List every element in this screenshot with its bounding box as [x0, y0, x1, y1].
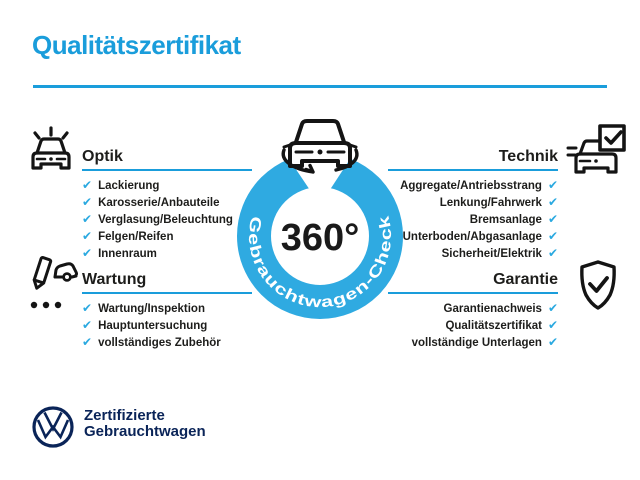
checklist-item	[328, 194, 558, 211]
section-technik	[328, 147, 558, 262]
wartung-checklist	[82, 300, 312, 351]
checklist-item	[82, 177, 312, 194]
section-divider	[388, 169, 558, 171]
item-label: Karosserie/Anbauteile	[98, 197, 220, 209]
check-icon: ✔	[547, 229, 558, 243]
check-icon: ✔	[82, 195, 93, 209]
section-divider	[388, 292, 558, 294]
service-checklist-icon	[22, 256, 78, 312]
checklist-item	[328, 228, 558, 245]
item-label: Sicherheit/Elektrik	[441, 248, 542, 260]
vw-logo	[31, 405, 75, 449]
shining-car-icon	[24, 126, 78, 172]
check-icon: ✔	[82, 246, 93, 260]
item-label: Bremsanlage	[469, 214, 542, 226]
checklist-item	[82, 300, 312, 317]
check-icon: ✔	[82, 318, 93, 332]
item-label: Garantienachweis	[443, 303, 542, 315]
check-icon: ✔	[547, 195, 558, 209]
check-icon: ✔	[547, 212, 558, 226]
check-icon: ✔	[82, 335, 93, 349]
item-label: vollständiges Zubehör	[98, 337, 221, 349]
item-label: Qualitätszertifikat	[445, 320, 542, 332]
section-divider	[82, 292, 252, 294]
item-label: Lackierung	[98, 180, 160, 192]
check-icon: ✔	[547, 318, 558, 332]
brand-text	[84, 408, 206, 440]
garantie-checklist	[328, 300, 558, 351]
section-divider	[82, 169, 252, 171]
section-optik-title: Optik	[82, 148, 123, 165]
section-garantie	[328, 270, 558, 351]
checklist-item	[328, 300, 558, 317]
item-label: Unterboden/Abgasanlage	[402, 231, 542, 243]
item-label: Wartung/Inspektion	[98, 303, 205, 315]
ring-label: Gebrauchtwagen-Check	[244, 215, 396, 312]
item-label: Aggregate/Antriebsstrang	[400, 180, 542, 192]
check-icon: ✔	[82, 178, 93, 192]
check-icon: ✔	[82, 301, 93, 315]
check-icon: ✔	[547, 178, 558, 192]
checklist-item	[82, 245, 312, 262]
checklist-item	[82, 228, 312, 245]
item-label: Felgen/Reifen	[98, 231, 174, 243]
degree-label: 360°	[280, 217, 360, 259]
checklist-item	[328, 245, 558, 262]
checklist-item	[82, 211, 312, 228]
checklist-item	[328, 334, 558, 351]
item-label: Innenraum	[98, 248, 157, 260]
item-label: Lenkung/Fahrwerk	[439, 197, 542, 209]
section-technik-title: Technik	[498, 148, 558, 165]
shield-check-icon	[575, 258, 621, 312]
checklist-item	[328, 317, 558, 334]
checklist-item	[82, 194, 312, 211]
section-wartung-title: Wartung	[82, 271, 147, 288]
item-label: vollständige Unterlagen	[411, 337, 542, 349]
section-optik	[82, 147, 312, 262]
section-garantie-title: Garantie	[493, 271, 558, 288]
check-icon: ✔	[547, 246, 558, 260]
check-icon: ✔	[547, 301, 558, 315]
page-title: Qualitätszertifikat	[32, 30, 241, 60]
optik-checklist	[82, 177, 312, 262]
checklist-item	[328, 211, 558, 228]
title-divider	[33, 85, 607, 88]
brand-line-1: Zertifizierte	[84, 407, 165, 424]
item-label: Hauptuntersuchung	[98, 320, 208, 332]
technik-checklist	[328, 177, 558, 262]
item-label: Verglasung/Beleuchtung	[98, 214, 233, 226]
car-checkbox-icon	[566, 124, 628, 178]
section-wartung	[82, 270, 312, 351]
check-icon: ✔	[547, 335, 558, 349]
checklist-item	[82, 334, 312, 351]
checklist-item	[328, 177, 558, 194]
check-icon: ✔	[82, 229, 93, 243]
check-icon: ✔	[82, 212, 93, 226]
brand-line-2: Gebrauchtwagen	[84, 423, 206, 440]
checklist-item	[82, 317, 312, 334]
